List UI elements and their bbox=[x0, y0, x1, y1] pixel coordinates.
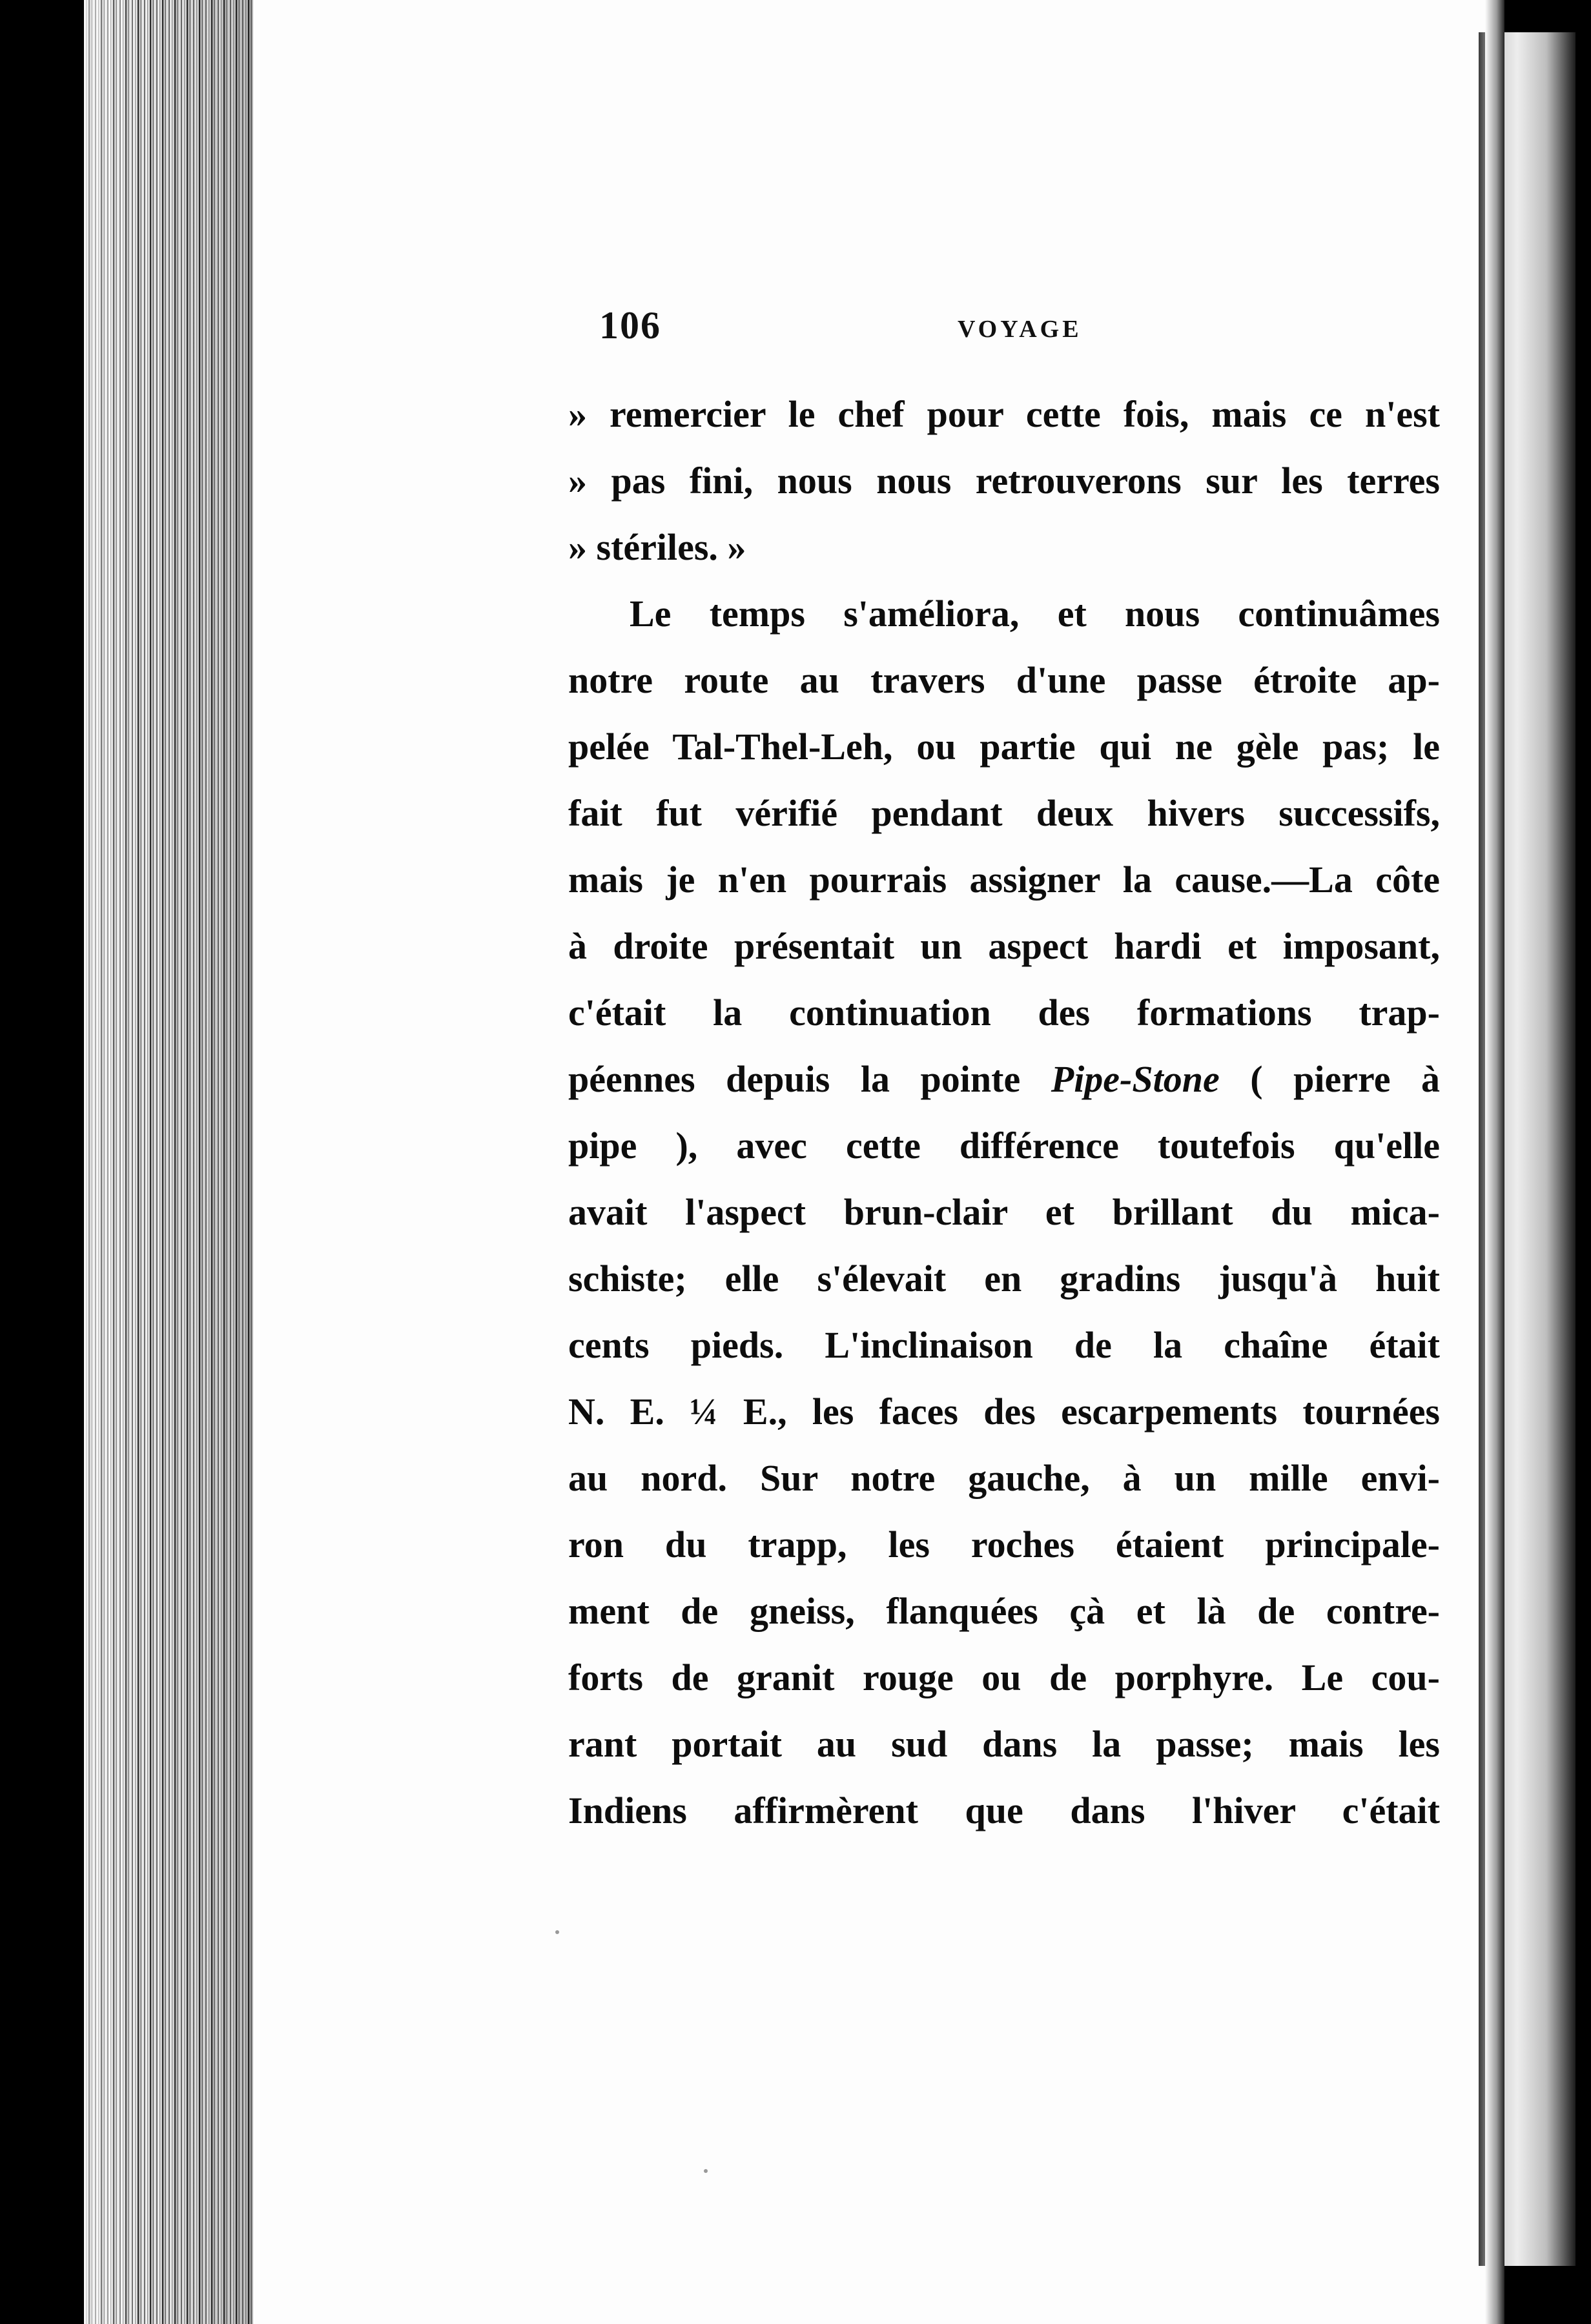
text-line: Le temps s'améliora, et nous continuâmes bbox=[630, 593, 1440, 635]
text-line: à droite présentait un aspect hardi et imposant, bbox=[568, 925, 1440, 967]
speck bbox=[555, 1930, 559, 1934]
fraction: ¼ bbox=[690, 1391, 718, 1432]
text-line: cents pieds. L'inclinaison de la chaîne était bbox=[568, 1324, 1440, 1366]
text-line: mais je n'en pourrais assigner la cause.—La côte bbox=[568, 859, 1440, 901]
text-line: avait l'aspect brun-clair et brillant du mica- bbox=[568, 1191, 1440, 1233]
text-line: fait fut vérifié pendant deux hivers successifs, bbox=[568, 792, 1440, 834]
text-line: schiste; elle s'élevait en gradins jusqu'à huit bbox=[568, 1258, 1440, 1300]
text-line: » stériles. » bbox=[568, 526, 746, 568]
text-line: ron du trapp, les roches étaient principale- bbox=[568, 1524, 1440, 1565]
text-segment: E., les faces des escarpements tournées bbox=[743, 1391, 1441, 1432]
text-line: Indiens affirmèrent que dans l'hiver c'était bbox=[568, 1789, 1440, 1831]
speck bbox=[704, 2169, 708, 2173]
text-line: rant portait au sud dans la passe; mais les bbox=[568, 1723, 1440, 1765]
text-line: pelée Tal-Thel-Leh, ou partie qui ne gèle pas; le bbox=[568, 726, 1440, 768]
body-text bbox=[568, 381, 1440, 1844]
text-segment: ( pierre à bbox=[1250, 1058, 1440, 1100]
text-line: notre route au travers d'une passe étroite ap- bbox=[568, 659, 1440, 701]
running-title: VOYAGE bbox=[958, 316, 1082, 343]
text-line-mixed bbox=[568, 1378, 1440, 1445]
text-line: ment de gneiss, flanquées çà et là de contre- bbox=[568, 1590, 1440, 1632]
text-line: pipe ), avec cette différence toutefois qu'elle bbox=[568, 1125, 1440, 1167]
page-gutter-shadow bbox=[1485, 0, 1504, 2324]
running-header bbox=[599, 303, 1439, 355]
text-line-mixed bbox=[568, 1046, 1440, 1112]
text-line: c'était la continuation des formations trap- bbox=[568, 992, 1440, 1034]
text-segment: péennes depuis la pointe bbox=[568, 1058, 1021, 1100]
text-line: » pas fini, nous nous retrouverons sur les terres bbox=[568, 460, 1440, 502]
page-number: 106 bbox=[599, 304, 661, 347]
text-segment: N. E. bbox=[568, 1391, 664, 1432]
text-line: forts de granit rouge ou de porphyre. Le cou- bbox=[568, 1656, 1440, 1698]
text-line: » remercier le chef pour cette fois, mais ce n'est bbox=[568, 393, 1440, 435]
italic-term: Pipe-Stone bbox=[1051, 1058, 1220, 1100]
text-line: au nord. Sur notre gauche, à un mille envi- bbox=[568, 1457, 1440, 1499]
